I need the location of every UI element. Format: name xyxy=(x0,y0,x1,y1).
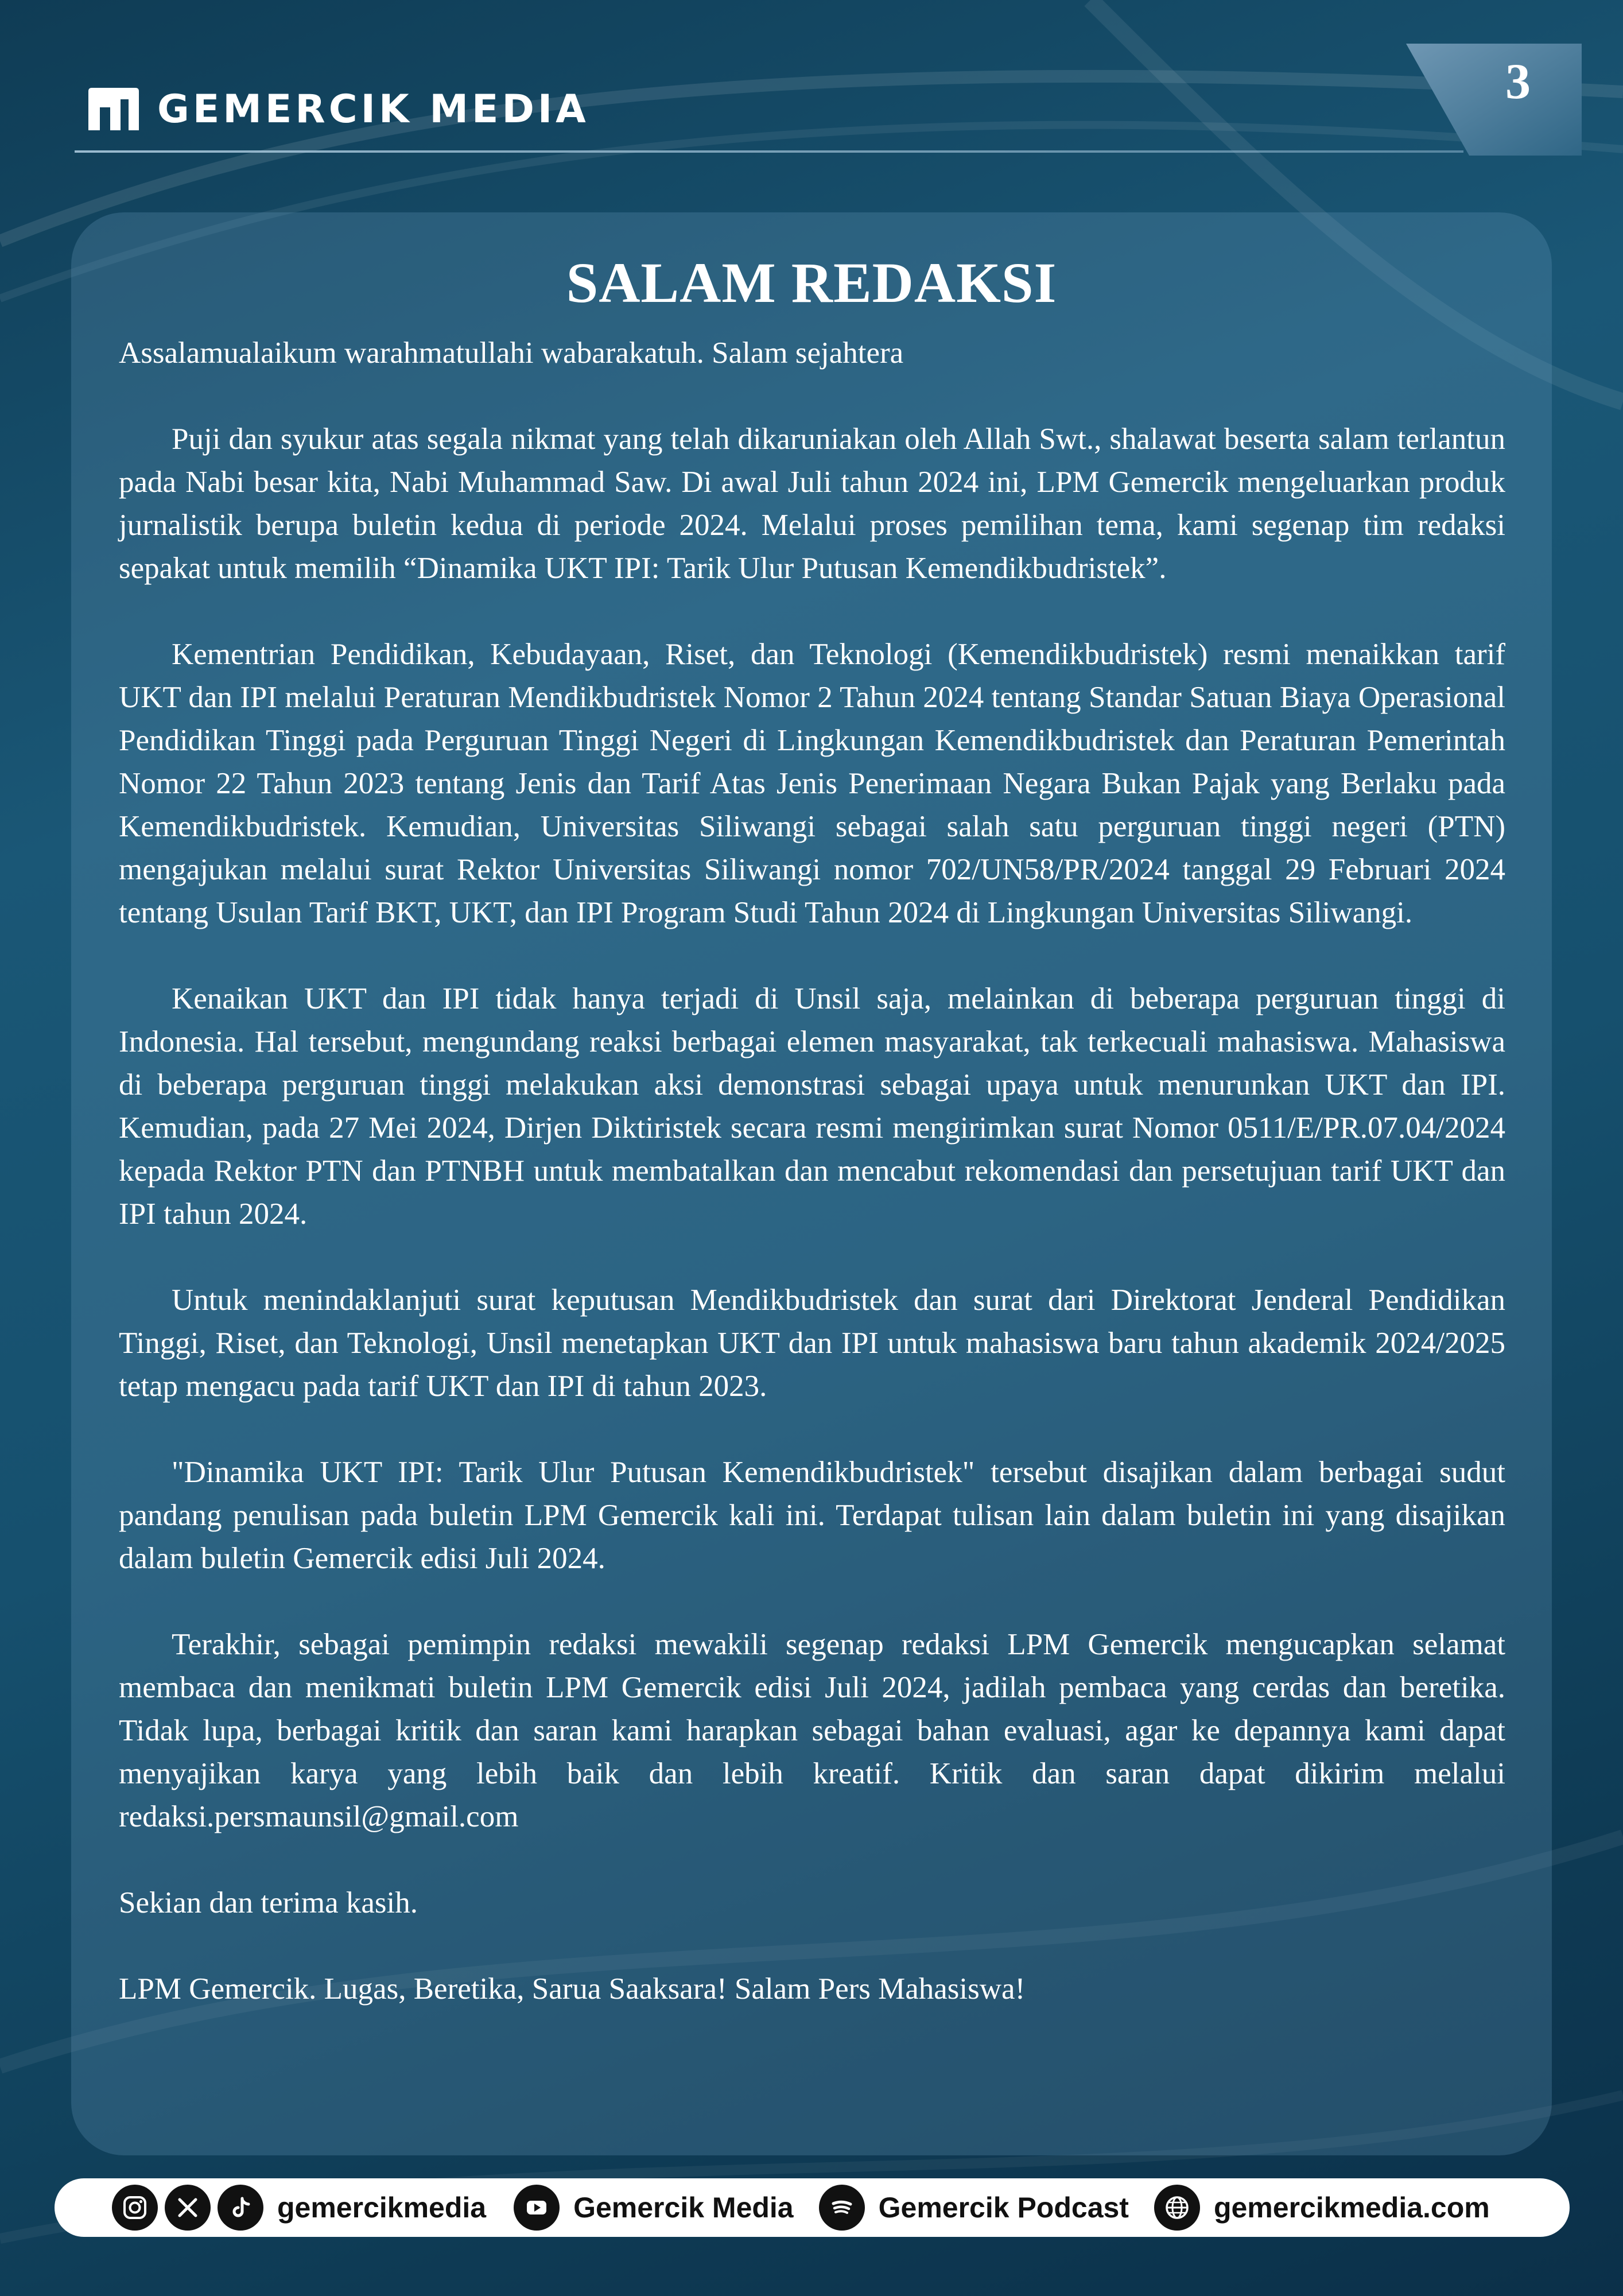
brand-name: GEMERCIK MEDIA xyxy=(157,86,589,132)
podcast-link[interactable]: Gemercik Podcast xyxy=(878,2192,1129,2224)
body-paragraph: Kenaikan UKT dan IPI tidak hanya terjadi di Unsil saja, melainkan di beberapa perguruan tinggi di Indonesia. Hal tersebut, mengundang reaksi berbagai elemen masyarakat, tak terkecuali mahasiswa. Mahasiswa di beberapa perguruan tinggi melakukan aksi demonstrasi sebagai upaya untuk menurunkan UKT dan IPI. Kemudian, pada 27 Mei 2024, Dirjen Diktiristek secara resmi mengirimkan surat Nomor 0511/E/PR.07.04/2024 kepada Rektor PTN dan PTNBH untuk membatalkan dan mencabut rekomendasi dan persetujuan tarif UKT dan IPI tahun 2024. xyxy=(119,982,1505,1231)
tiktok-icon[interactable] xyxy=(218,2185,263,2231)
social-media-bar xyxy=(55,2178,1570,2237)
x-icon[interactable] xyxy=(165,2185,211,2231)
website-link[interactable]: gemercikmedia.com xyxy=(1213,2192,1490,2224)
page-title: SALAM REDAKSI xyxy=(566,251,1057,315)
article-body xyxy=(119,332,1505,2011)
body-paragraph: Kementrian Pendidikan, Kebudayaan, Riset, dan Teknologi (Kemendikbudristek) resmi menaikkan tarif UKT dan IPI melalui Peraturan Mendikbudristek Nomor 2 Tahun 2024 tentang Standar Satuan Biaya Operasional Pendidikan Tinggi pada Perguruan Tinggi Negeri di Lingkungan Kemendikbudristek dan Peraturan Pemerintah Nomor 22 Tahun 2023 tentang Jenis dan Tarif Atas Jenis Penerimaan Negara Bukan Pajak yang Berlaku pada Kemendikbudristek. Kemudian, Universitas Siliwangi sebagai salah satu perguruan tinggi negeri (PTN) mengajukan melalui surat Rektor Universitas Siliwangi nomor 702/UN58/PR/2024 tanggal 29 Februari 2024 tentang Usulan Tarif BKT, UKT, dan IPI Program Studi Tahun 2024 di Lingkungan Universitas Siliwangi. xyxy=(119,638,1505,929)
closing-paragraph: Sekian dan terima kasih. xyxy=(119,1886,418,1919)
greeting-paragraph: Assalamualaikum warahmatullahi wabarakatuh. Salam sejahtera xyxy=(119,336,904,370)
motto-paragraph: LPM Gemercik. Lugas, Beretika, Sarua Saaksara! Salam Pers Mahasiswa! xyxy=(119,1972,1026,2006)
youtube-icon[interactable] xyxy=(514,2185,560,2231)
body-paragraph: Terakhir, sebagai pemimpin redaksi mewakili segenap redaksi LPM Gemercik mengucapkan selamat membaca dan menikmati buletin LPM Gemercik edisi Juli 2024, jadilah pembaca yang cerdas dan beretika. Tidak lupa, berbagai kritik dan saran kami harapkan sebagai bahan evaluasi, agar ke depannya kami dapat menyajikan karya yang lebih baik dan lebih kreatif. Kritik dan saran dapat dikirim melalui redaksi.persmaunsil@gmail.com xyxy=(119,1628,1505,1833)
youtube-channel-link[interactable]: Gemercik Media xyxy=(573,2192,794,2224)
page-number: 3 xyxy=(1505,54,1531,110)
social-handle[interactable]: gemercikmedia xyxy=(277,2192,487,2224)
gemercik-logo-icon xyxy=(85,84,142,134)
instagram-icon[interactable] xyxy=(112,2185,158,2231)
body-paragraph: Untuk menindaklanjuti surat keputusan Mendikbudristek dan surat dari Direktorat Jenderal Pendidikan Tinggi, Riset, dan Teknologi, Unsil menetapkan UKT dan IPI untuk mahasiswa baru tahun akademik 2024/2025 tetap mengacu pada tarif UKT dan IPI di tahun 2023. xyxy=(119,1283,1505,1403)
body-paragraph: Puji dan syukur atas segala nikmat yang telah dikaruniakan oleh Allah Swt., shalawat beserta salam terlantun pada Nabi besar kita, Nabi Muhammad Saw. Di awal Juli tahun 2024 ini, LPM Gemercik mengeluarkan produk jurnalistik berupa buletin kedua di periode 2024. Melalui proses pemilihan tema, kami segenap tim redaksi sepakat untuk memilih “Dinamika UKT IPI: Tarik Ulur Putusan Kemendikbudristek”. xyxy=(119,422,1505,585)
globe-icon[interactable] xyxy=(1154,2185,1200,2231)
header-divider xyxy=(75,150,1463,153)
spotify-icon[interactable] xyxy=(819,2185,865,2231)
header-brand xyxy=(85,80,589,138)
body-paragraph: "Dinamika UKT IPI: Tarik Ulur Putusan Kemendikbudristek" tersebut disajikan dalam berbagai sudut pandang penulisan pada buletin LPM Gemercik kali ini. Terdapat tulisan lain dalam buletin ini yang disajikan dalam buletin Gemercik edisi Juli 2024. xyxy=(119,1456,1505,1575)
